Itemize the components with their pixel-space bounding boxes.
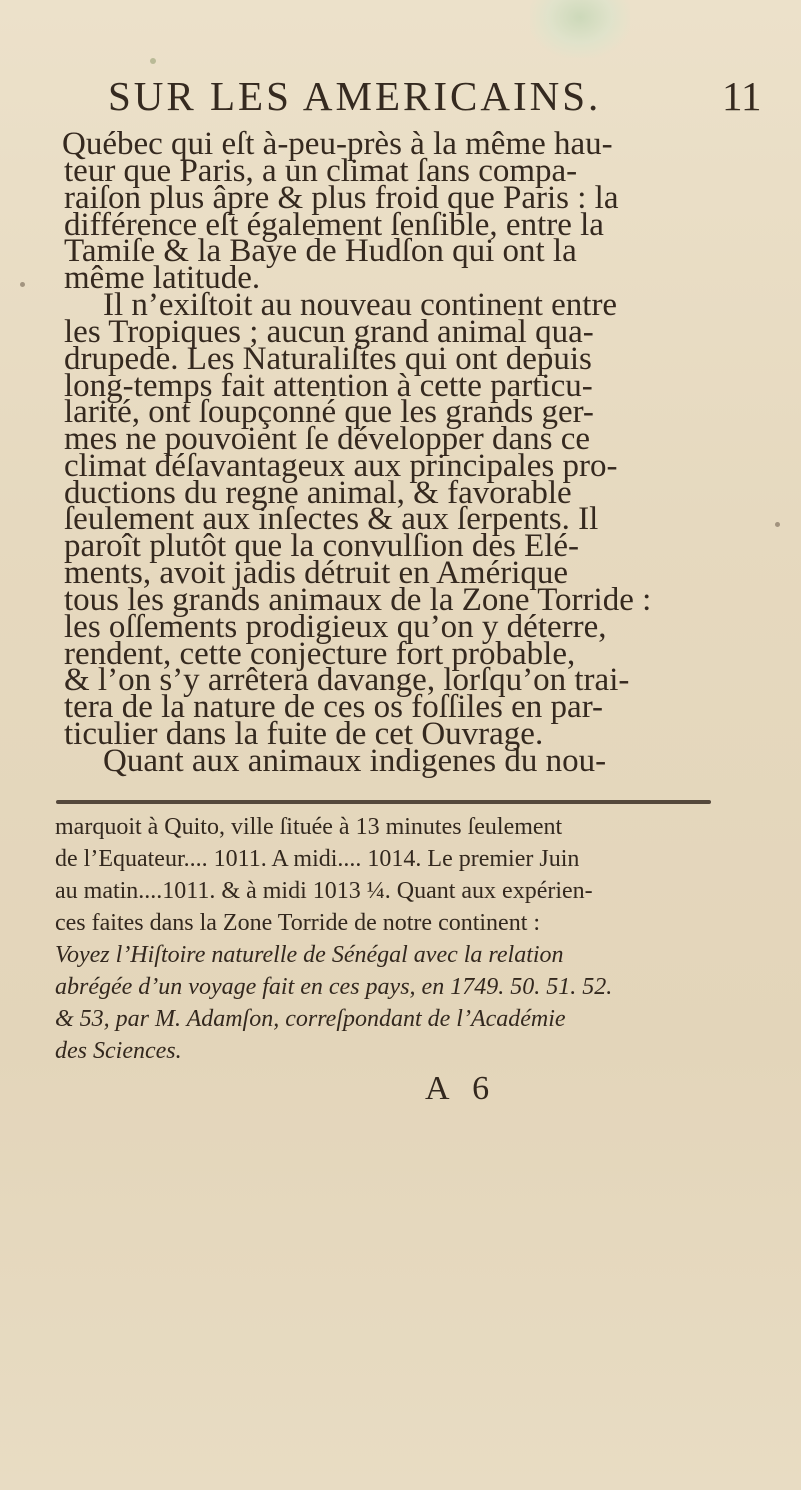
footnote-line: & 53, par M. Adamſon, correſpondant de l’Académie xyxy=(55,1006,566,1032)
text-line: climat déſavantageux aux principales pro- xyxy=(64,448,618,484)
footnote-line: Voyez l’Hiſtoire naturelle de Sénégal avec la relation xyxy=(55,942,564,968)
text-line: différence eſt également ſenſible, entre la xyxy=(64,207,604,243)
text-line: tera de la nature de ces os foſſiles en par- xyxy=(64,689,604,725)
text-line: & l’on s’y arrêtera davange, lorſqu’on trai- xyxy=(64,662,630,698)
text-line: drupede. Les Naturaliſtes qui ont depuis xyxy=(64,341,592,377)
text-line: Il n’exiſtoit au nouveau continent entre xyxy=(103,287,618,323)
page-number: 11 xyxy=(722,73,762,119)
text-line: les Tropiques ; aucun grand animal qua- xyxy=(64,314,594,350)
paper-speck xyxy=(775,522,780,527)
footnote-line: des Sciences. xyxy=(55,1038,182,1064)
text-line: tous les grands animaux de la Zone Torride : xyxy=(64,582,652,618)
footnote-line: abrégée d’un voyage fait en ces pays, en 1749. 50. 51. 52. xyxy=(55,974,613,1000)
text-line: larité, ont ſoupçonné que les grands ger- xyxy=(64,394,594,430)
paper-speck xyxy=(150,58,156,64)
text-line: Québec qui eſt à-peu-près à la même hau- xyxy=(62,126,613,162)
text-line: ticulier dans la fuite de cet Ouvrage. xyxy=(64,716,544,752)
footnote-line: ces faites dans la Zone Torride de notre continent : xyxy=(55,910,541,936)
footnote-line: au matin....1011. & à midi 1013 ¼. Quant aux expérien- xyxy=(55,878,593,904)
text-line: ductions du regne animal, & favorable xyxy=(64,475,572,511)
paper-stain xyxy=(530,0,630,58)
text-line: même latitude. xyxy=(64,260,261,296)
signature-mark: A 6 xyxy=(425,1070,498,1107)
text-line: Quant aux animaux indigenes du nou- xyxy=(103,743,607,779)
footnote-rule xyxy=(56,800,711,804)
text-line: ments, avoit jadis détruit en Amérique xyxy=(64,555,569,591)
footnote-line: marquoit à Quito, ville ſituée à 13 minutes ſeulement xyxy=(55,814,563,840)
running-head: SUR LES AMERICAINS. xyxy=(108,73,602,119)
text-line: les oſſements prodigieux qu’on y déterre, xyxy=(64,609,607,645)
text-line: mes ne pouvoient ſe développer dans ce xyxy=(64,421,590,457)
text-line: paroît plutôt que la convulſion des Elé- xyxy=(64,528,580,564)
footnote-line: de l’Equateur.... 1011. A midi.... 1014. Le premier Juin xyxy=(55,846,580,872)
text-line: raiſon plus âpre & plus froid que Paris : la xyxy=(64,180,619,216)
text-line: rendent, cette conjecture fort probable, xyxy=(64,636,576,672)
text-line: long-temps fait attention à cette particu- xyxy=(64,368,593,404)
paper-speck xyxy=(20,282,25,287)
text-line: ſeulement aux inſectes & aux ſerpents. Il xyxy=(64,501,599,537)
text-line: Tamiſe & la Baye de Hudſon qui ont la xyxy=(64,233,577,269)
text-line: teur que Paris, a un climat ſans compa- xyxy=(64,153,578,189)
